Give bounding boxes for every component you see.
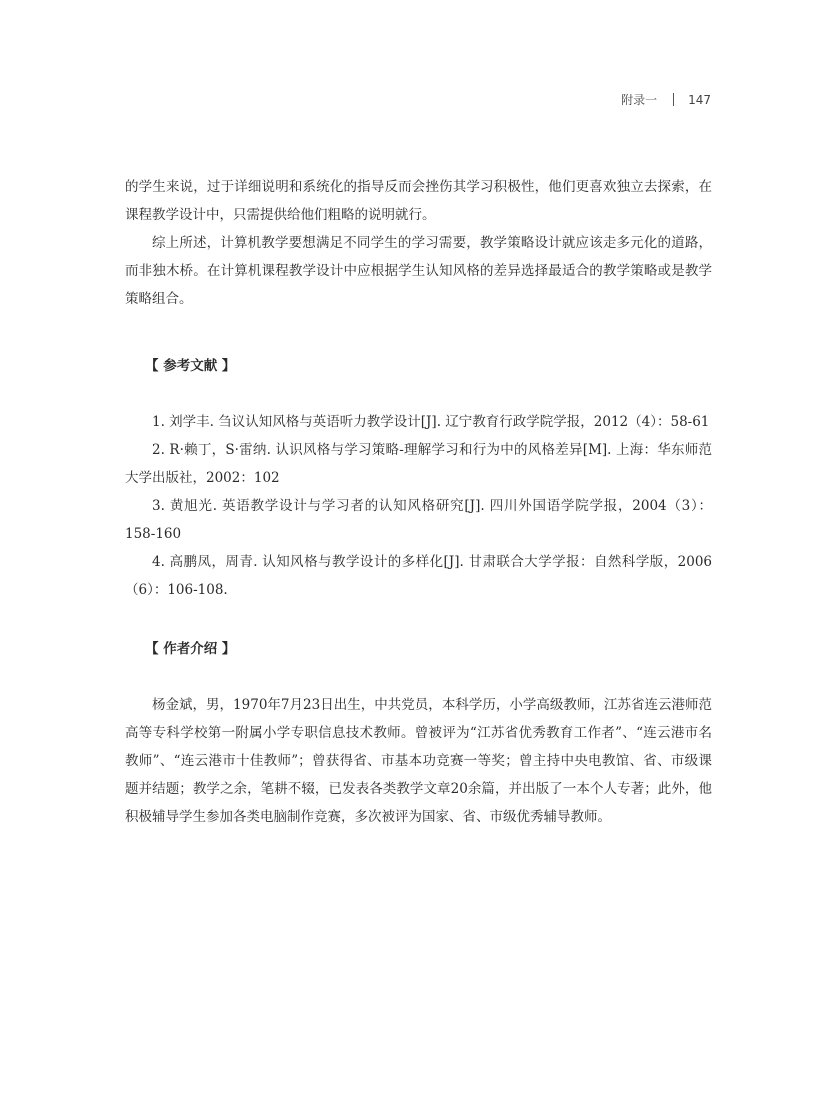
reference-item: 4. 高鹏凤，周青. 认知风格与教学设计的多样化[J]. 甘肃联合大学学报：自然科学版，2006（6）：106-108. [125, 554, 712, 598]
reference-item: 3. 黄旭光. 英语教学设计与学习者的认知风格研究[J]. 四川外国语学院学报，2004（3）：158-160 [125, 498, 712, 542]
page-number: 147 [688, 92, 711, 107]
page-body [125, 173, 712, 831]
body-paragraph: 的学生来说，过于详细说明和系统化的指导反而会挫伤其学习积极性，他们更喜欢独立去探索，在课程教学设计中，只需提供给他们粗略的说明就行。 [125, 179, 712, 223]
header-section-title: 附录一 [621, 93, 658, 107]
author-bio: 杨金斌，男，1970年7月23日出生，中共党员，本科学历，小学高级教师，江苏省连云港师范高等专科学校第一附属小学专职信息技术教师。曾被评为“江苏省优秀教育工作者”、“连云港市名教师”、“连云港市十佳教师”；曾获得省、市基本功竞赛一等奖；曾主持中央电教馆、省、市级课题并结题；教学之余，笔耕不辍，已发表各类教学文章20余篇，并出版了一本个人专著；此外，他积极辅导学生参加各类电脑制作竞赛，多次被评为国家、省、市级优秀辅导教师。 [125, 697, 712, 825]
running-header [0, 91, 711, 108]
author-heading: 【 作者介绍 】 [145, 641, 236, 657]
references-heading: 【 参考文献 】 [145, 358, 236, 374]
reference-item: 1. 刘学丰. 刍议认知风格与英语听力教学设计[J]. 辽宁教育行政学院学报，2012（4）：58-61 [152, 414, 710, 430]
reference-list [125, 408, 712, 604]
body-paragraph: 综上所述，计算机教学要想满足不同学生的学习需要，教学策略设计就应该走多元化的道路，而非独木桥。在计算机课程教学设计中应根据学生认知风格的差异选择最适合的教学策略或是教学策略组合。 [125, 235, 712, 307]
header-divider [673, 93, 674, 106]
reference-item: 2. R·赖丁，S·雷纳. 认识风格与学习策略-理解学习和行为中的风格差异[M]. 上海：华东师范大学出版社，2002：102 [125, 442, 712, 486]
